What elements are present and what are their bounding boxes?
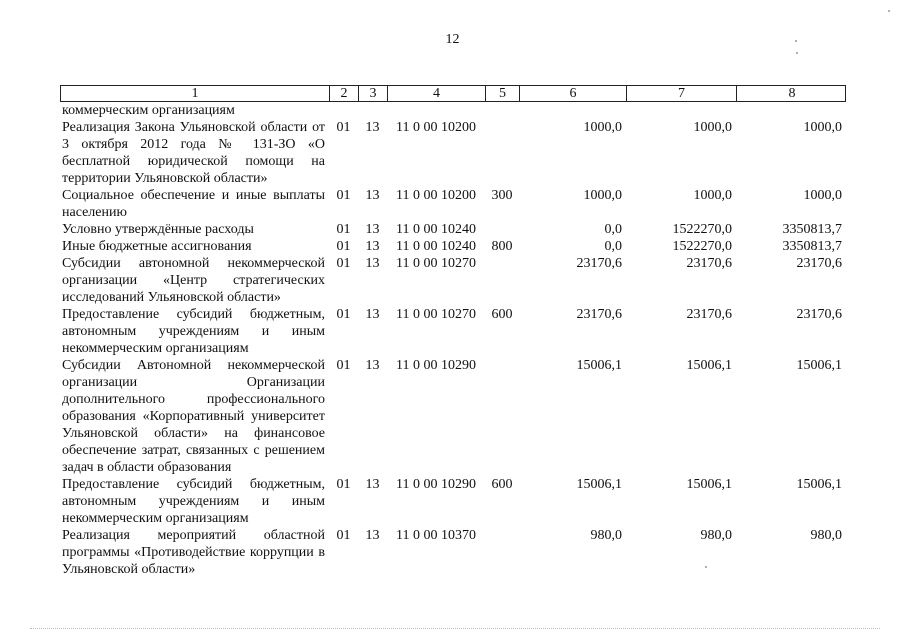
row-subsection: 13 — [365, 239, 380, 254]
row-target-code: 11 0 00 10370 — [396, 528, 476, 543]
row-section: 01 — [336, 477, 351, 492]
row-amount-3: 1000,0 — [803, 188, 842, 203]
page-number: 12 — [445, 32, 460, 47]
row-subsection: 13 — [365, 120, 380, 135]
row-subsection: 13 — [365, 222, 380, 237]
row-amount-1: 23170,6 — [576, 256, 622, 271]
header-col-3: 3 — [359, 86, 388, 101]
table-row — [60, 357, 846, 476]
table-row — [60, 255, 846, 306]
row-amount-3: 15006,1 — [796, 358, 842, 373]
row-expense-type: 800 — [491, 239, 513, 254]
row-subsection: 13 — [365, 477, 380, 492]
row-expense-type: 600 — [491, 307, 513, 322]
table-row — [60, 187, 846, 221]
row-name: Субсидии Автономной некоммерческой организации Организации дополнительного профессионального образования «Корпоративный университет Ульяновской области» на финансовое обеспечение затрат, связанных с решением задач в области образования — [62, 358, 325, 475]
header-col-8: 8 — [788, 86, 796, 101]
row-name: коммерческим организациям — [62, 103, 235, 118]
row-amount-1: 1000,0 — [583, 188, 622, 203]
row-target-code: 11 0 00 10200 — [396, 120, 476, 135]
row-section: 01 — [336, 239, 351, 254]
row-section: 01 — [336, 307, 351, 322]
row-target-code: 11 0 00 10270 — [396, 256, 476, 271]
header-col-1: 1 — [61, 86, 330, 101]
row-expense-type — [485, 119, 519, 187]
table-row — [60, 527, 846, 578]
row-section: 01 — [336, 188, 351, 203]
row-name: Реализация мероприятий областной программы «Противодействие коррупции в Ульяновской области» — [62, 528, 325, 577]
row-target-code: 11 0 00 10200 — [396, 188, 476, 203]
row-target-code: 11 0 00 10240 — [396, 239, 476, 254]
scan-speck — [705, 566, 707, 568]
row-name: Условно утверждённые расходы — [62, 222, 254, 237]
row-target-code: 11 0 00 10290 — [396, 477, 476, 492]
row-amount-2: 23170,6 — [686, 307, 732, 322]
table-row — [60, 119, 846, 187]
row-amount-2: 1000,0 — [693, 188, 732, 203]
row-expense-type — [485, 102, 519, 119]
row-amount-1 — [519, 102, 626, 119]
row-subsection: 13 — [365, 358, 380, 373]
row-amount-1: 1000,0 — [583, 120, 622, 135]
header-col-2: 2 — [330, 86, 359, 101]
header-col-5: 5 — [486, 86, 520, 101]
table-body — [60, 102, 846, 578]
row-name: Социальное обеспечение и иные выплаты населению — [62, 188, 325, 220]
row-expense-type — [485, 527, 519, 578]
row-amount-3: 23170,6 — [796, 307, 842, 322]
row-target-code: 11 0 00 10240 — [396, 222, 476, 237]
row-name: Субсидии автономной некоммерческой организации «Центр стратегических исследований Ульяновской области» — [62, 256, 325, 305]
row-subsection: 13 — [365, 307, 380, 322]
row-amount-1: 15006,1 — [576, 358, 622, 373]
row-section: 01 — [336, 358, 351, 373]
row-amount-1: 0,0 — [604, 239, 622, 254]
table-row — [60, 476, 846, 527]
row-amount-2 — [626, 102, 736, 119]
row-amount-3: 3350813,7 — [782, 239, 842, 254]
row-section: 01 — [336, 120, 351, 135]
row-target-code: 11 0 00 10290 — [396, 358, 476, 373]
row-section: 01 — [336, 256, 351, 271]
scan-speck — [796, 52, 798, 54]
row-target-code: 11 0 00 10270 — [396, 307, 476, 322]
row-amount-2: 23170,6 — [686, 256, 732, 271]
row-section: 01 — [336, 528, 351, 543]
row-amount-3: 980,0 — [810, 528, 842, 543]
row-amount-1: 23170,6 — [576, 307, 622, 322]
row-subsection — [358, 102, 387, 119]
row-expense-type — [485, 255, 519, 306]
row-target-code — [387, 102, 485, 119]
header-col-6: 6 — [520, 86, 627, 101]
row-amount-3: 15006,1 — [796, 477, 842, 492]
row-amount-1: 15006,1 — [576, 477, 622, 492]
table-row — [60, 306, 846, 357]
table-row — [60, 238, 846, 255]
row-amount-3: 3350813,7 — [782, 222, 842, 237]
row-amount-1: 980,0 — [590, 528, 622, 543]
scan-speck — [795, 40, 797, 42]
header-col-7: 7 — [627, 86, 737, 101]
row-amount-3: 23170,6 — [796, 256, 842, 271]
row-expense-type: 600 — [491, 477, 513, 492]
row-name: Предоставление субсидий бюджетным, автономным учреждениям и иным некоммерческим организациям — [62, 307, 325, 356]
row-amount-2: 1000,0 — [693, 120, 732, 135]
row-amount-1: 0,0 — [604, 222, 622, 237]
row-subsection: 13 — [365, 528, 380, 543]
header-col-4: 4 — [388, 86, 486, 101]
row-section — [329, 102, 358, 119]
row-expense-type — [485, 221, 519, 238]
row-amount-2: 1522270,0 — [672, 239, 732, 254]
row-amount-3: 1000,0 — [803, 120, 842, 135]
table-row — [60, 102, 846, 119]
row-subsection: 13 — [365, 188, 380, 203]
row-name: Реализация Закона Ульяновской области от 3 октября 2012 года № 131-ЗО «О бесплатной юридической помощи на территории Ульяновской области» — [62, 120, 325, 186]
row-amount-2: 980,0 — [700, 528, 732, 543]
row-amount-2: 15006,1 — [686, 477, 732, 492]
row-amount-2: 15006,1 — [686, 358, 732, 373]
row-expense-type: 300 — [491, 188, 513, 203]
row-expense-type — [485, 357, 519, 476]
row-subsection: 13 — [365, 256, 380, 271]
row-amount-3 — [736, 102, 846, 119]
row-name: Предоставление субсидий бюджетным, автономным учреждениям и иным некоммерческим организациям — [62, 477, 325, 526]
scan-speck — [888, 10, 890, 12]
row-section: 01 — [336, 222, 351, 237]
row-name: Иные бюджетные ассигнования — [62, 239, 252, 254]
row-amount-2: 1522270,0 — [672, 222, 732, 237]
table-header — [60, 85, 846, 102]
table-row — [60, 221, 846, 238]
scan-artifact-line — [30, 628, 880, 630]
